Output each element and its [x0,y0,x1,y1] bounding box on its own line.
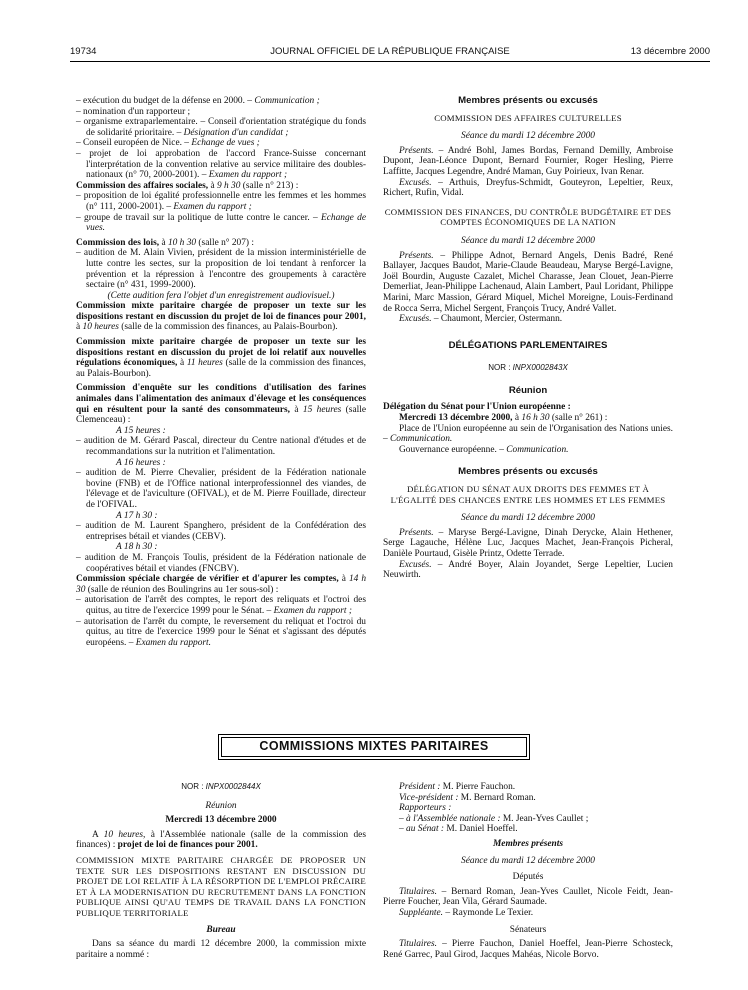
agenda-item: – exécution du budget de la défense en 2000. – Communication ; [76,96,320,106]
right-column-top [383,96,673,581]
nor-reference: NOR : INPX0002844X [181,782,261,791]
bureau-text: Dans sa séance du mardi 12 décembre 2000, la commission mixte paritaire a nommé : [76,939,366,960]
agenda-item: – proposition de loi égalité professionnelle entre les femmes et les hommes (n° 111, 2000-2001). – Examen du rapport ; [76,191,366,212]
attendance-present: Présents. – André Bohl, James Bordas, Fernand Demilly, Ambroise Dupont, Jean-Léonce Dupont, Bernard Fournier, Roger Hesling, Pierre Laffitte, Jacques Legendre, André Maman, Guy Poirieux, Ivan Renar. [383,145,673,177]
reunion-item: A 10 heures, à l'Assemblée nationale (salle de la commission des finances) : projet de loi de finances pour 2001. [76,829,366,851]
reunion-label: Réunion [205,800,237,811]
committee-name: COMMISSION DES FINANCES, DU CONTRÔLE BUDGÉTAIRE ET DES COMPTES ÉCONOMIQUES DE LA NATION [384,206,672,228]
journal-title: JOURNAL OFFICIEL DE LA RÉPUBLIQUE FRANÇAISE [270,46,510,57]
membres-presents-label: Membres présents [492,838,564,849]
attendance-present: Présents. – Maryse Bergé-Lavigne, Dinah Derycke, Alain Hethener, Serge Lagauche, Hélène Luc, Jacques Machet, Jean-François Picheral, Danièle Pourtaud, Gisèle Printz, Odette Terrade. [383,527,673,559]
cmp-title: COMMISSION MIXTE PARITAIRE CHARGÉE DE PROPOSER UN TEXTE SUR LES DISPOSITIONS RESTANT EN DISCUSSION DU PROJET DE LOI RELATIF À LA RÉSORPTION DE L'EMPLOI PRÉCAIRE ET À LA MODERNISATION DU RECRUTEMENT DANS LA FONCTION PUBLIQUE AINSI QU'AU TEMPS DE TRAVAIL DANS LA FONCTION PUBLIQUE TERRITORIALE [76,854,366,918]
agenda-item: – audition de M. Pierre Chevalier, président de la Fédération nationale bovine (FNB) et de l'Office national interprofessionnel des viandes, de l'élevage et de l'aviculture (OFIVAL), et de M. Pierre Fouillade, directeur de l'OFIVAL. [76,468,366,510]
session-date: Séance du mardi 12 décembre 2000 [461,513,595,524]
agenda-item: – projet de loi approbation de l'accord France-Suisse concernant l'interprétation de la convention relative au service militaire des doubles-nationaux (n° 70, 2000-2001). – Examen du rapport ; [76,148,366,181]
agenda-heading-cmp-regulations: Commission mixte paritaire chargée de proposer un texte sur les dispositions restant en discussion du projet de loi relatif aux nouvelles régulations économiques, à 11 heures (salle de la commission des finances, au Palais-Bourbon). [76,337,367,379]
rapporteurs-label: Rapporteurs : [399,803,452,814]
agenda-item: – audition de M. Gérard Pascal, directeur du Centre national d'études et de recommandations sur la nutrition et l'alimentation. [76,436,366,457]
section-heading-delegations: DÉLÉGATIONS PARLEMENTAIRES [448,339,608,351]
session-date: Séance du mardi 12 décembre 2000 [461,855,595,866]
header-rule [70,61,710,62]
agenda-list-speciale [76,595,366,648]
titulaires-deputes: Titulaires. – Bernard Roman, Jean-Yves Caullet, Nicole Feidt, Jean-Pierre Foucher, Jean Vila, Gérard Saumade. [383,886,673,908]
reunion-date: Mercredi 13 décembre 2000 [165,815,277,826]
suppleante-deputes: Suppléante. – Raymonde Le Texier. [399,907,534,918]
agenda-time: A 16 heures : [116,457,166,468]
agenda-item: – autorisation de l'arrêt des comptes, le report des reliquats et l'octroi des quitus, au titre de l'exercice 1999 pour le Sénat. – Examen du rapport ; [76,595,366,616]
agenda-list-defense [76,96,366,181]
attendance-excused: Excusés. – Chaumont, Mercier, Ostermann. [399,314,563,325]
agenda-item: – audition de M. Alain Vivien, président de la mission interministérielle de lutte contre les sectes, sur la proposition de loi tendant à renforcer la prévention et la répression à l'encontre des groupements à caractère sectaire (n° 431, 1999-2000). [76,248,366,291]
agenda-item: – audition de M. François Toulis, président de la Fédération nationale de coopératives bétail et viandes (FNCBV). [76,552,366,574]
right-column-bottom [383,782,673,960]
rapporteur-an: – à l'Assemblée nationale : M. Jean-Yves Caullet ; [399,813,589,824]
agenda-item: – nomination d'un rapporteur ; [76,106,191,117]
left-column-top [76,96,366,648]
attendance-excused: Excusés. – André Boyer, Alain Joyandet, Serge Lepeltier, Lucien Neuwirth. [383,559,673,581]
agenda-heading-speciale: Commission spéciale chargée de vérifier et d'apurer les comptes, à 14 h 30 (salle de réunion des Boulingrins au 1er sous-sol) : [76,574,366,595]
bureau-label: Bureau [206,924,236,935]
rapporteur-senat: – au Sénat : M. Daniel Hoeffel. [399,824,518,835]
agenda-heading-enquete: Commission d'enquête sur les conditions d'utilisation des farines animales dans l'alimentation des animaux d'élevage et les conséquences qui en résultent pour la santé des consommateurs, à 15 heures (salle Clemenceau) : [76,383,366,426]
agenda-heading-cmp-finances: Commission mixte paritaire chargée de proposer un texte sur les dispositions restant en discussion du projet de loi de finances pour 2001, à 10 heures (salle de la commission des finances, au Palais-Bourbon). [76,301,366,333]
deputes-label: Députés [512,872,544,883]
agenda-heading-affaires-sociales: Commission des affaires sociales, à 9 h 30 (salle n° 213) : [76,180,299,191]
agenda-item: – autorisation de l'arrêt du compte, le reversement du reliquat et l'octroi du quitus, au titre de l'exercice 1999 pour le Sénat et s'agissant des députés européens. – Examen du rapport. [76,616,366,648]
issue-date: 13 décembre 2000 [630,46,710,57]
agenda-item: – Conseil européen de Nice. – Echange de vues ; [76,138,260,149]
commissions-mixtes-box [218,734,530,760]
delegation-title: Délégation du Sénat pour l'Union européenne : [383,402,571,413]
delegation-item: Place de l'Union européenne au sein de l'Organisation des Nations unies. – Communication. [383,423,673,445]
commissions-mixtes-title: COMMISSIONS MIXTES PARITAIRES [221,737,527,757]
attendance-present: Présents. – Philippe Adnot, Bernard Angels, Denis Badré, René Ballayer, Jacques Baudot, Marie-Claude Beaudeau, Maryse Bergé-Lavigne, Joël Bourdin, Auguste Cazalet, Michel Charasse, Jean Clouet, Jean-Pierre Demerliat, Jean-Philippe Lachenaud, Alain Lambert, Paul Loridant, Philippe Marini, Marc Massion, Gérard Miquel, Michel Moreigne, Louis-Ferdinand de Rocca Serra, Michel Sergent, François Trucy, André Vallet. [383,250,673,314]
delegation-date: Mercredi 13 décembre 2000, à 16 h 30 (salle n° 261) : [399,413,608,424]
delegation-item: Gouvernance européenne. – Communication. [399,444,569,455]
section-heading: Membres présents ou excusés [458,95,598,106]
agenda-note: (Cette audition fera l'objet d'un enregistrement audiovisuel.) [107,290,335,301]
president: Président : M. Pierre Fauchon. [399,782,516,792]
titulaires-senateurs: Titulaires. – Pierre Fauchon, Daniel Hoeffel, Jean-Pierre Schosteck, René Garrec, Paul Girod, Jacques Mahéas, Nicole Borvo. [383,939,673,960]
committee-name: COMMISSION DES AFFAIRES CULTURELLES [434,112,622,123]
session-date: Séance du mardi 12 décembre 2000 [461,235,595,246]
agenda-time: A 15 heures : [116,425,166,436]
page-header [70,47,710,61]
vice-president: Vice-président : M. Bernard Roman. [399,792,536,803]
agenda-time: A 17 h 30 : [116,510,158,521]
agenda-time: A 18 h 30 : [116,542,158,553]
section-heading: Membres présents ou excusés [458,466,598,478]
section-heading-reunion: Réunion [508,384,548,396]
committee-name: DÉLÉGATION DU SÉNAT AUX DROITS DES FEMMES ET À L'ÉGALITÉ DES CHANCES ENTRE LES HOMMES ET LES FEMMES [390,484,666,505]
session-date: Séance du mardi 12 décembre 2000 [461,131,595,142]
left-column-bottom [76,782,366,960]
agenda-item: – groupe de travail sur la politique de lutte contre le cancer. – Echange de vues. [76,212,366,234]
agenda-item: – audition de M. Laurent Spanghero, président de la Confédération des entreprises bétail et viandes (CEBV). [76,521,366,542]
page-number: 19734 [70,46,97,57]
agenda-item: – organisme extraparlementaire. – Conseil d'orientation stratégique du fonds de solidarité prioritaire. – Désignation d'un candidat ; [76,117,366,138]
senateurs-label: Sénateurs [509,924,547,935]
agenda-list-affaires-sociales [76,191,366,233]
nor-reference: NOR : INPX0002843X [488,363,568,373]
attendance-excused: Excusés. – Arthuis, Dreyfus-Schmidt, Gouteyron, Lepeltier, Reux, Richert, Rufin, Vidal. [383,177,673,199]
agenda-heading-lois: Commission des lois, à 10 h 30 (salle n° 207) : [76,237,254,248]
